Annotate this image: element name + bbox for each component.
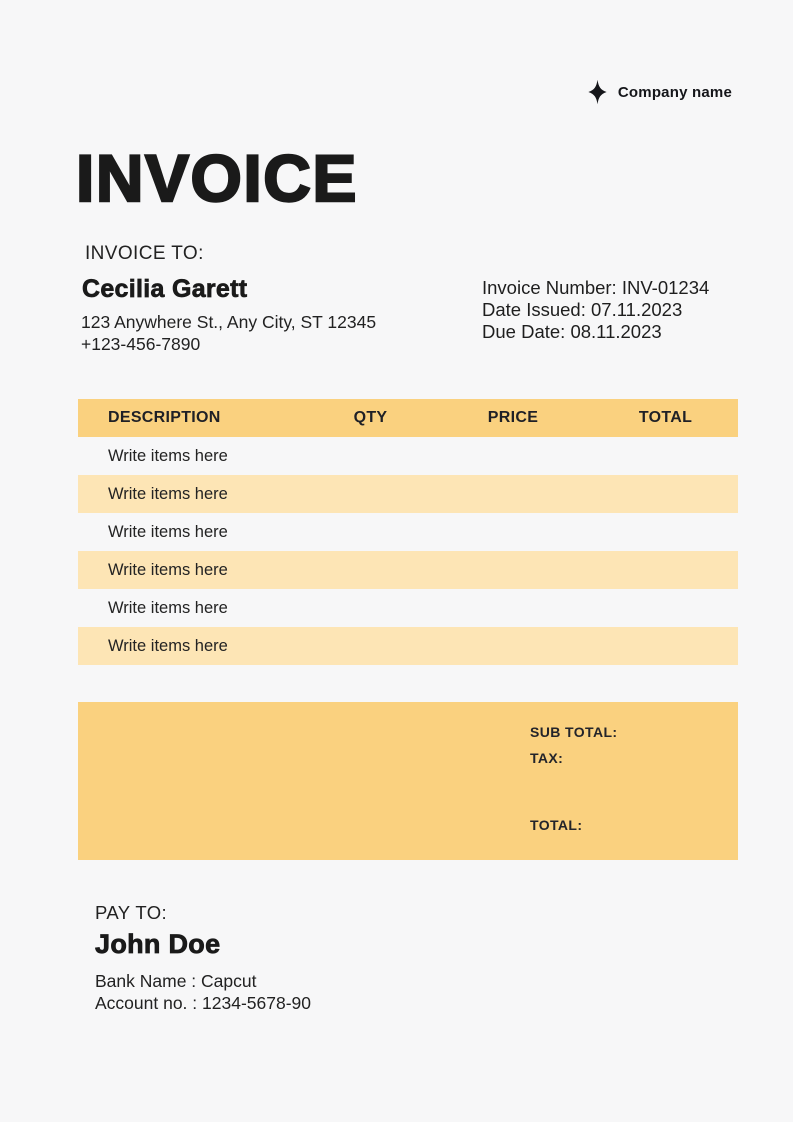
column-header-description: DESCRIPTION	[108, 409, 221, 426]
bank-name-value: Capcut	[201, 971, 257, 991]
client-contact	[81, 312, 376, 355]
due-date-label: Due Date:	[482, 321, 566, 342]
due-date-line	[482, 321, 709, 343]
table-row	[78, 475, 738, 513]
table-row	[78, 437, 738, 475]
bank-name-label: Bank Name :	[95, 971, 197, 991]
item-description-placeholder: Write items here	[108, 560, 228, 579]
table-row	[78, 589, 738, 627]
invoice-meta	[482, 277, 709, 343]
invoice-number-line	[482, 277, 709, 299]
table-body	[78, 437, 738, 665]
item-description-placeholder: Write items here	[108, 636, 228, 655]
due-date-value: 08.11.2023	[570, 321, 662, 342]
tax-label: TAX:	[530, 750, 564, 766]
company-brand	[588, 79, 732, 105]
invoice-title: INVOICE	[76, 141, 358, 215]
client-name: Cecilia Garett	[82, 275, 248, 303]
table-row	[78, 513, 738, 551]
table-header-row	[78, 399, 738, 437]
column-header-total: TOTAL	[638, 409, 693, 426]
total-label: TOTAL:	[530, 817, 583, 833]
sparkle-icon	[588, 79, 607, 105]
date-issued-label: Date Issued:	[482, 299, 586, 320]
payee-name: John Doe	[95, 929, 221, 959]
account-number-label: Account no. :	[95, 992, 198, 1013]
date-issued-line	[482, 299, 709, 321]
pay-to-label: PAY TO:	[95, 902, 168, 923]
client-phone: +123-456-7890	[81, 333, 201, 354]
account-number-line	[95, 993, 311, 1015]
account-number-value: 1234-5678-90	[202, 992, 312, 1013]
item-description-placeholder: Write items here	[108, 598, 228, 617]
item-description-placeholder: Write items here	[108, 522, 228, 541]
pay-to-section	[95, 902, 311, 1014]
invoice-number-label: Invoice Number:	[482, 277, 617, 298]
table-row	[78, 627, 738, 665]
column-header-price: PRICE	[487, 409, 539, 426]
bank-name-line	[95, 971, 311, 993]
company-name: Company name	[617, 83, 732, 101]
invoice-number-value: INV-01234	[621, 277, 710, 298]
item-description-placeholder: Write items here	[108, 484, 228, 503]
date-issued-value: 07.11.2023	[591, 299, 683, 320]
bank-details	[95, 971, 311, 1014]
summary-box	[78, 702, 738, 860]
invoice-to-label: INVOICE TO:	[85, 243, 204, 264]
column-header-qty: QTY	[353, 409, 388, 426]
client-address: 123 Anywhere St., Any City, ST 12345	[81, 312, 377, 332]
item-description-placeholder: Write items here	[108, 446, 228, 465]
table-row	[78, 551, 738, 589]
sub-total-label: SUB TOTAL:	[530, 724, 618, 740]
items-table	[78, 399, 738, 665]
